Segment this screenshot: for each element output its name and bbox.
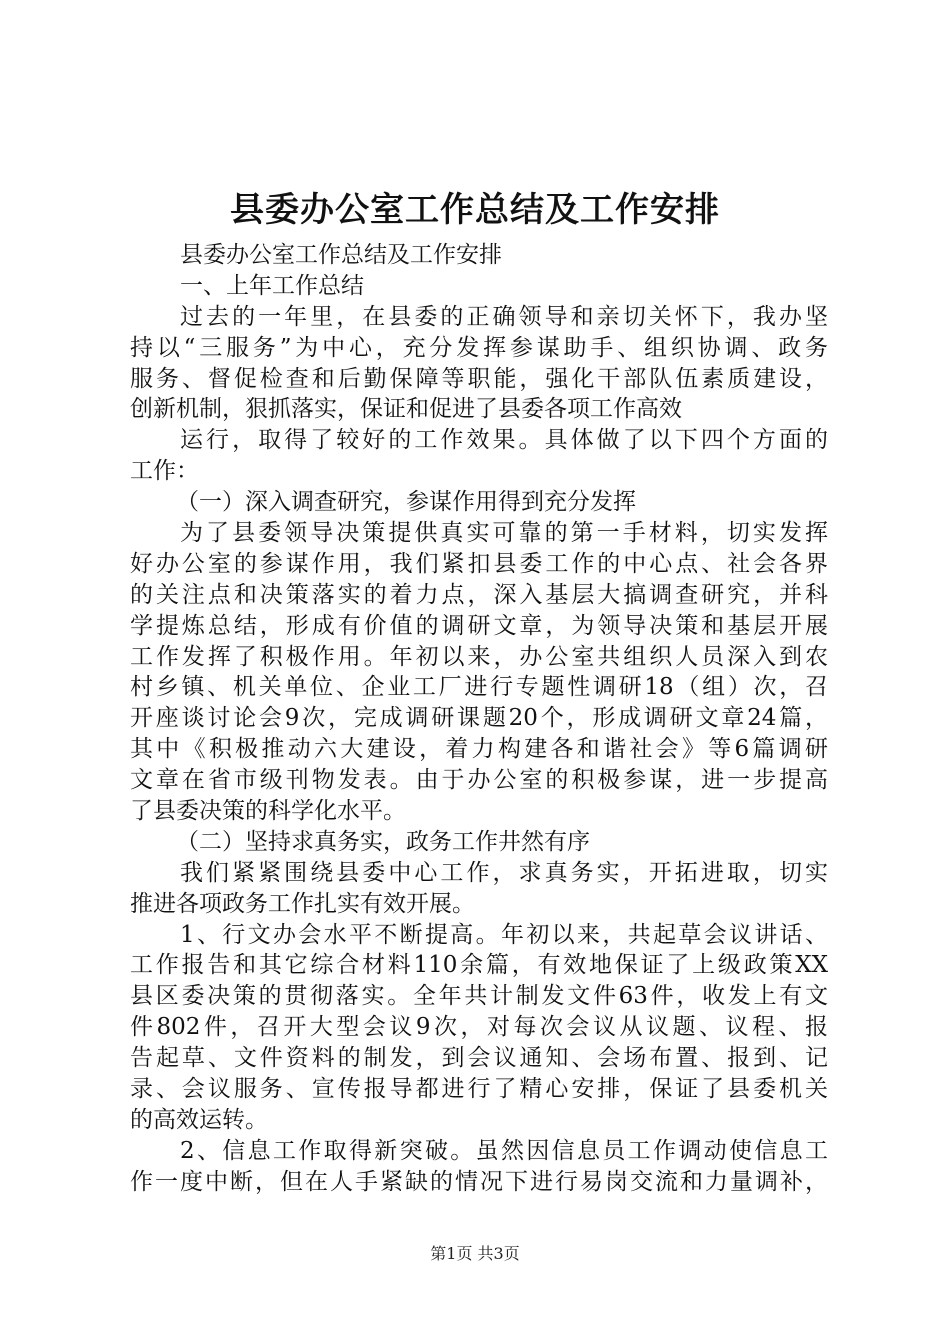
body-line: 运行，取得了较好的工作效果。具体做了以下四个方面的: [180, 427, 828, 454]
body-line: 1、行文办会水平不断提高。年初以来，共起草会议讲话、: [180, 921, 828, 948]
body-line: 持以“三服务”为中心，充分发挥参谋助手、组织协调、政务: [130, 334, 828, 361]
body-line: 我们紧紧围绕县委中心工作，求真务实，开拓进取，切实: [180, 859, 828, 886]
body-line: 工作：: [130, 458, 199, 485]
body-line: 服务、督促检查和后勤保障等职能，强化干部队伍素质建设，: [130, 365, 828, 392]
body-line: 录、会议服务、宣传报导都进行了精心安排，保证了县委机关: [130, 1076, 828, 1103]
body-line: 工作报告和其它综合材料110余篇，有效地保证了上级政策XX: [130, 952, 828, 979]
body-line: 其中《积极推动六大建设，着力构建各和谐社会》等6篇调研: [130, 736, 828, 763]
body-line: 2、信息工作取得新突破。虽然因信息员工作调动使信息工: [180, 1137, 828, 1164]
body-line: 作一度中断，但在人手紧缺的情况下进行易岗交流和力量调补，: [130, 1168, 828, 1195]
body-line: 学提炼总结，形成有价值的调研文章，为领导决策和基层开展: [130, 612, 828, 639]
document-title: 县委办公室工作总结及工作安排: [230, 190, 720, 230]
body-line: 工作发挥了积极作用。年初以来，办公室共组织人员深入到农: [130, 643, 828, 670]
body-line: 告起草、文件资料的制发，到会议通知、会场布置、报到、记: [130, 1045, 828, 1072]
body-line: 一、上年工作总结: [180, 272, 364, 299]
body-line: 村乡镇、机关单位、企业工厂进行专题性调研18（组）次，召: [130, 674, 828, 701]
body-line: 创新机制，狠抓落实，保证和促进了县委各项工作高效: [130, 396, 682, 423]
body-line: 过去的一年里，在县委的正确领导和亲切关怀下，我办坚: [180, 303, 828, 330]
body-line: 了县委决策的科学化水平。: [130, 798, 406, 825]
body-line: 县委办公室工作总结及工作安排: [180, 242, 502, 268]
body-line: （二）坚持求真务实，政务工作井然有序: [176, 828, 590, 855]
body-line: 的关注点和决策落实的着力点，深入基层大搞调查研究，并科: [130, 581, 828, 608]
document-body: [130, 240, 828, 1198]
page-footer: 第1页 共3页: [430, 1244, 520, 1263]
body-line: 好办公室的参谋作用，我们紧扣县委工作的中心点、社会各界: [130, 550, 828, 577]
body-line: 县区委决策的贯彻落实。全年共计制发文件63件，收发上有文: [130, 983, 828, 1010]
body-line: 为了县委领导决策提供真实可靠的第一手材料，切实发挥: [180, 520, 828, 547]
body-line: 开座谈讨论会9次，完成调研课题20个，形成调研文章24篇，: [130, 705, 828, 732]
body-line: 件802件，召开大型会议9次，对每次会议从议题、议程、报: [130, 1014, 828, 1041]
body-line: （一）深入调查研究，参谋作用得到充分发挥: [176, 489, 636, 516]
body-line: 的高效运转。: [130, 1106, 268, 1133]
body-line: 文章在省市级刊物发表。由于办公室的积极参谋，进一步提高: [130, 767, 828, 794]
body-line: 推进各项政务工作扎实有效开展。: [130, 890, 475, 917]
